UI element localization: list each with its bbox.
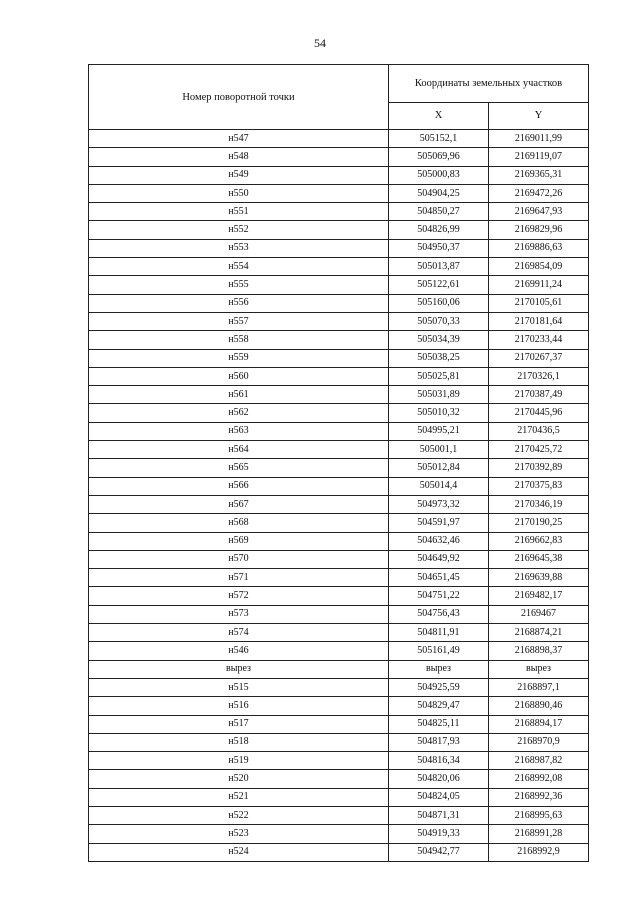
point-number-cell: н555 xyxy=(89,276,389,294)
x-coordinate-cell: 504632,46 xyxy=(389,532,489,550)
x-coordinate-cell: 504820,06 xyxy=(389,770,489,788)
y-coordinate-cell: 2169647,93 xyxy=(489,203,589,221)
table-row xyxy=(89,331,589,349)
table-row xyxy=(89,660,589,678)
point-number-cell: н557 xyxy=(89,312,389,330)
point-number-cell: н570 xyxy=(89,550,389,568)
table-row xyxy=(89,642,589,660)
y-coordinate-cell: 2170326,1 xyxy=(489,367,589,385)
x-header: X xyxy=(389,102,489,129)
point-number-cell: н563 xyxy=(89,422,389,440)
table-row xyxy=(89,441,589,459)
y-coordinate-cell: 2168995,63 xyxy=(489,806,589,824)
table-row xyxy=(89,312,589,330)
point-number-header: Номер поворотной точки xyxy=(89,65,389,130)
x-coordinate-cell: 504824,05 xyxy=(389,788,489,806)
point-number-cell: н560 xyxy=(89,367,389,385)
point-number-cell: н572 xyxy=(89,587,389,605)
point-number-cell: н516 xyxy=(89,697,389,715)
table-row xyxy=(89,532,589,550)
y-coordinate-cell: 2168970,9 xyxy=(489,733,589,751)
x-coordinate-cell: 505000,83 xyxy=(389,166,489,184)
point-number-cell: н547 xyxy=(89,130,389,148)
y-coordinate-cell: 2169829,96 xyxy=(489,221,589,239)
point-number-cell: н562 xyxy=(89,404,389,422)
x-coordinate-cell: 504825,11 xyxy=(389,715,489,733)
point-number-cell: н567 xyxy=(89,495,389,513)
table-row xyxy=(89,166,589,184)
y-coordinate-cell: 2168894,17 xyxy=(489,715,589,733)
y-coordinate-cell: 2169639,88 xyxy=(489,569,589,587)
x-coordinate-cell: 505152,1 xyxy=(389,130,489,148)
point-number-cell: н569 xyxy=(89,532,389,550)
table-row xyxy=(89,148,589,166)
y-coordinate-cell: 2170425,72 xyxy=(489,441,589,459)
y-coordinate-cell: 2168987,82 xyxy=(489,752,589,770)
point-number-cell: н552 xyxy=(89,221,389,239)
table-row xyxy=(89,203,589,221)
table-row xyxy=(89,569,589,587)
point-number-cell: н558 xyxy=(89,331,389,349)
table-row xyxy=(89,422,589,440)
table-row xyxy=(89,678,589,696)
y-coordinate-cell: 2169645,38 xyxy=(489,550,589,568)
point-number-cell: н561 xyxy=(89,386,389,404)
x-coordinate-cell: 504942,77 xyxy=(389,843,489,861)
y-coordinate-cell: 2168874,21 xyxy=(489,624,589,642)
table-row xyxy=(89,294,589,312)
table-row xyxy=(89,715,589,733)
y-coordinate-cell: 2168992,36 xyxy=(489,788,589,806)
x-coordinate-cell: 504995,21 xyxy=(389,422,489,440)
point-number-cell: н564 xyxy=(89,441,389,459)
y-coordinate-cell: 2169472,26 xyxy=(489,184,589,202)
table-row xyxy=(89,349,589,367)
point-number-cell: н553 xyxy=(89,239,389,257)
table-row xyxy=(89,514,589,532)
table-row xyxy=(89,697,589,715)
table-row xyxy=(89,404,589,422)
x-coordinate-cell: 505012,84 xyxy=(389,459,489,477)
y-coordinate-cell: 2169011,99 xyxy=(489,130,589,148)
y-coordinate-cell: 2168991,28 xyxy=(489,825,589,843)
y-coordinate-cell: 2170346,19 xyxy=(489,495,589,513)
y-coordinate-cell: 2170267,37 xyxy=(489,349,589,367)
table-row xyxy=(89,239,589,257)
y-coordinate-cell: 2169854,09 xyxy=(489,258,589,276)
x-coordinate-cell: 504919,33 xyxy=(389,825,489,843)
x-coordinate-cell: 505013,87 xyxy=(389,258,489,276)
point-number-cell: н568 xyxy=(89,514,389,532)
point-number-cell: н556 xyxy=(89,294,389,312)
x-coordinate-cell: 505122,61 xyxy=(389,276,489,294)
table-header xyxy=(89,65,589,130)
y-coordinate-cell: 2168897,1 xyxy=(489,678,589,696)
x-coordinate-cell: вырез xyxy=(389,660,489,678)
point-number-cell: н519 xyxy=(89,752,389,770)
y-coordinate-cell: 2170105,61 xyxy=(489,294,589,312)
y-coordinate-cell: 2170445,96 xyxy=(489,404,589,422)
x-coordinate-cell: 504816,34 xyxy=(389,752,489,770)
table-row xyxy=(89,788,589,806)
point-number-cell: н551 xyxy=(89,203,389,221)
point-number-cell: н517 xyxy=(89,715,389,733)
y-coordinate-cell: 2168992,08 xyxy=(489,770,589,788)
y-coordinate-cell: 2169886,63 xyxy=(489,239,589,257)
x-coordinate-cell: 505034,39 xyxy=(389,331,489,349)
point-number-cell: н573 xyxy=(89,605,389,623)
y-coordinate-cell: 2170436,5 xyxy=(489,422,589,440)
point-number-cell: н566 xyxy=(89,477,389,495)
x-coordinate-cell: 504817,93 xyxy=(389,733,489,751)
point-number-cell: н523 xyxy=(89,825,389,843)
y-coordinate-cell: 2168992,9 xyxy=(489,843,589,861)
x-coordinate-cell: 504829,47 xyxy=(389,697,489,715)
y-coordinate-cell: 2170375,83 xyxy=(489,477,589,495)
x-coordinate-cell: 505001,1 xyxy=(389,441,489,459)
table-row xyxy=(89,587,589,605)
x-coordinate-cell: 504826,99 xyxy=(389,221,489,239)
y-coordinate-cell: 2170387,49 xyxy=(489,386,589,404)
x-coordinate-cell: 504950,37 xyxy=(389,239,489,257)
table-row xyxy=(89,184,589,202)
point-number-cell: н550 xyxy=(89,184,389,202)
x-coordinate-cell: 504850,27 xyxy=(389,203,489,221)
point-number-cell: н574 xyxy=(89,624,389,642)
coordinates-header: Координаты земельных участков xyxy=(389,65,589,103)
point-number-cell: н521 xyxy=(89,788,389,806)
table-body xyxy=(89,130,589,862)
x-coordinate-cell: 504651,45 xyxy=(389,569,489,587)
y-coordinate-cell: 2170181,64 xyxy=(489,312,589,330)
x-coordinate-cell: 505161,49 xyxy=(389,642,489,660)
table-row xyxy=(89,825,589,843)
x-coordinate-cell: 504925,59 xyxy=(389,678,489,696)
y-coordinate-cell: 2170392,89 xyxy=(489,459,589,477)
page-number: 54 xyxy=(314,36,326,50)
table-row xyxy=(89,770,589,788)
table-row xyxy=(89,605,589,623)
x-coordinate-cell: 504871,31 xyxy=(389,806,489,824)
x-coordinate-cell: 504904,25 xyxy=(389,184,489,202)
table-row xyxy=(89,386,589,404)
y-coordinate-cell: 2170190,25 xyxy=(489,514,589,532)
y-coordinate-cell: вырез xyxy=(489,660,589,678)
x-coordinate-cell: 504751,22 xyxy=(389,587,489,605)
table-row xyxy=(89,624,589,642)
point-number-cell: н548 xyxy=(89,148,389,166)
table-row xyxy=(89,459,589,477)
x-coordinate-cell: 505014,4 xyxy=(389,477,489,495)
table-row xyxy=(89,276,589,294)
y-coordinate-cell: 2169365,31 xyxy=(489,166,589,184)
table-row xyxy=(89,495,589,513)
point-number-cell: вырез xyxy=(89,660,389,678)
point-number-cell: н515 xyxy=(89,678,389,696)
y-coordinate-cell: 2168898,37 xyxy=(489,642,589,660)
x-coordinate-cell: 504649,92 xyxy=(389,550,489,568)
table-row xyxy=(89,258,589,276)
y-coordinate-cell: 2169482,17 xyxy=(489,587,589,605)
point-number-cell: н565 xyxy=(89,459,389,477)
x-coordinate-cell: 505038,25 xyxy=(389,349,489,367)
table-row xyxy=(89,367,589,385)
table-row xyxy=(89,806,589,824)
y-coordinate-cell: 2168890,46 xyxy=(489,697,589,715)
point-number-cell: н522 xyxy=(89,806,389,824)
y-coordinate-cell: 2169119,07 xyxy=(489,148,589,166)
table-row xyxy=(89,843,589,861)
table-row xyxy=(89,550,589,568)
point-number-cell: н549 xyxy=(89,166,389,184)
x-coordinate-cell: 505025,81 xyxy=(389,367,489,385)
point-number-cell: н524 xyxy=(89,843,389,861)
y-coordinate-cell: 2170233,44 xyxy=(489,331,589,349)
point-number-cell: н559 xyxy=(89,349,389,367)
point-number-cell: н520 xyxy=(89,770,389,788)
table-row xyxy=(89,221,589,239)
x-coordinate-cell: 504811,91 xyxy=(389,624,489,642)
point-number-cell: н518 xyxy=(89,733,389,751)
coordinates-table xyxy=(88,64,589,862)
y-coordinate-cell: 2169467 xyxy=(489,605,589,623)
x-coordinate-cell: 505010,32 xyxy=(389,404,489,422)
x-coordinate-cell: 505160,06 xyxy=(389,294,489,312)
y-coordinate-cell: 2169662,83 xyxy=(489,532,589,550)
x-coordinate-cell: 505070,33 xyxy=(389,312,489,330)
table-row xyxy=(89,130,589,148)
point-number-cell: н546 xyxy=(89,642,389,660)
x-coordinate-cell: 505031,89 xyxy=(389,386,489,404)
x-coordinate-cell: 504591,97 xyxy=(389,514,489,532)
point-number-cell: н571 xyxy=(89,569,389,587)
point-number-cell: н554 xyxy=(89,258,389,276)
table-row xyxy=(89,733,589,751)
y-coordinate-cell: 2169911,24 xyxy=(489,276,589,294)
y-header: Y xyxy=(489,102,589,129)
x-coordinate-cell: 504756,43 xyxy=(389,605,489,623)
x-coordinate-cell: 504973,32 xyxy=(389,495,489,513)
table-row xyxy=(89,752,589,770)
x-coordinate-cell: 505069,96 xyxy=(389,148,489,166)
table-row xyxy=(89,477,589,495)
